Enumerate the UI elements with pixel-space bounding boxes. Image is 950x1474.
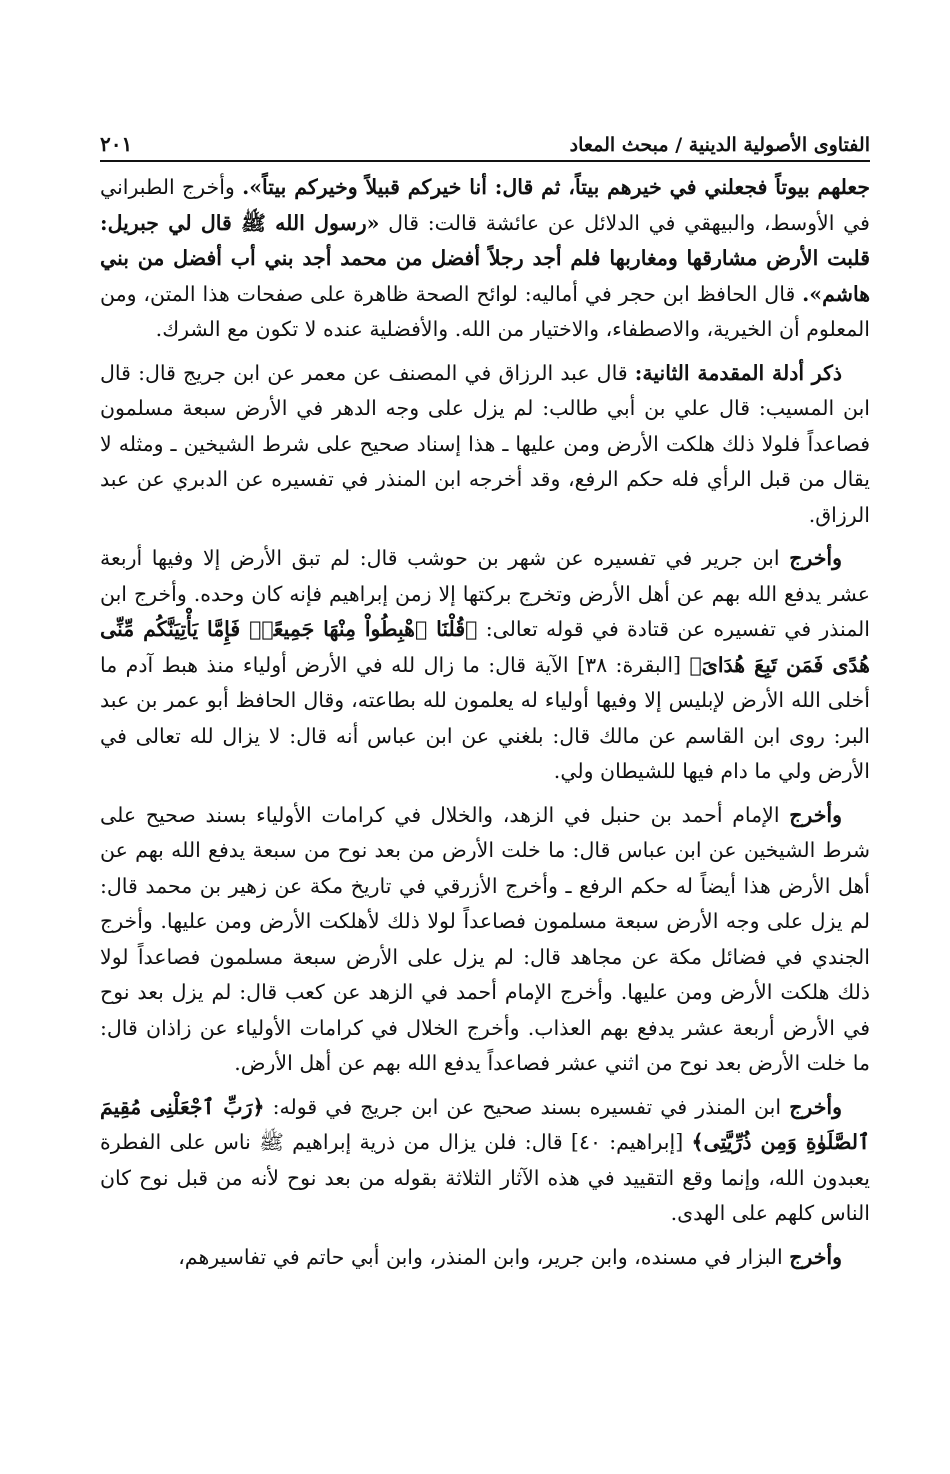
text-run: الإمام أحمد بن حنبل في الزهد، والخلال في كرامات الأولياء بسند صحيح على شرط الشيخين عن ابن عباس قال: ما خلت الأرض من بعد نوح من سبعة يدفع الله بهم عن أهل الأرض هذا أيضاً له حكم الرفع ـ وأخرج الأزرقي في تاريخ مكة عن زهير بن محمد قال: لم يزل على وجه الأرض سبعة مسلمون فصاعداً لولا ذلك لأهلكت الأرض ومن عليها. وأخرج الجندي في فضائل مكة عن مجاهد قال: لم يزل على الأرض سبعة مسلمون فصاعداً لولا ذلك هلكت الأرض ومن عليها. وأخرج الإمام أحمد في الزهد عن كعب قال: لم يزل بعد نوح في الأرض أربعة عشر يدفع بهم العذاب. وأخرج الخلال في كرامات الأولياء عن زاذان قال: ما خلت الأرض بعد نوح من اثني عشر فصاعداً يدفع الله بهم عن أهل الأرض. [100, 802, 871, 1075]
text-run: ابن المنذر في تفسيره بسند صحيح عن ابن جريج في قوله: [264, 1094, 790, 1119]
paragraph [100, 1090, 870, 1232]
bold-text-run: وأخرج [789, 546, 842, 570]
text-run: وأخرج الطبراني في الأوسط، والبيهقي في الدلائل عن عائشة قالت: قال [100, 175, 870, 235]
bold-text-run: ذكر أدلة المقدمة الثانية: [634, 360, 843, 385]
text-run: [البقرة: ٣٨] الآية قال: ما زال لله في الأرض أولياء منذ هبط آدم ما أخلى الله الأرض لإبليس إلا وفيها أولياء له يعلمون لله بطاعته، وقال الحافظ أبو عمر بن عبد البر: روى ابن القاسم عن مالك قال: بلغني عن ابن عباس أنه قال: لا يزال لله تعالى في الأرض ولي ما دام فيها للشيطان ولي. [100, 652, 870, 783]
bold-text-run: جعلهم بيوتاً فجعلني في خيرهم بيتاً، ثم قال: أنا خيركم قبيلاً وخيركم بيتاً». [242, 175, 870, 199]
paragraph [100, 170, 870, 348]
paragraph [100, 1240, 870, 1276]
bold-text-run: ﴿رَبِّ ٱجْعَلْنِى مُقِيمَ ٱلصَّلَوٰةِ وَمِن ذُرِّيَّتِى﴾ [100, 1094, 870, 1154]
page-header [100, 116, 870, 156]
bold-text-run: وأخرج [789, 1244, 842, 1269]
text-run: ابن جرير في تفسيره عن شهر بن حوشب قال: لم تبق الأرض إلا وفيها أربعة عشر يدفع الله بهم عن أهل الأرض وتخرج بركتها إلا زمن إبراهيم فإنه كان وحده. وأخرج ابن المنذر في تفسيره عن قتادة في قوله تعالى: [100, 546, 870, 641]
text-run: قال الحافظ ابن حجر في أماليه: لوائح الصحة ظاهرة على صفحات هذا المتن، ومن المعلوم أن الخيرية، والاصطفاء، والاختيار من الله. والأفضلية عنده لا تكون مع الشرك. [100, 281, 870, 341]
text-run: البزار في مسنده، وابن جرير، وابن المنذر، وابن أبي حاتم في تفاسيرهم، [178, 1244, 790, 1269]
bold-text-run: «رسول الله ﷺ قال لي جبريل: قلبت الأرض مشارقها ومغاربها فلم أجد رجلاً أفضل من محمد أجد بني أب أفضل من بني هاشم». [100, 210, 870, 306]
text-run: [إبراهيم: ٤٠] قال: فلن يزال من ذرية إبراهيم ﷺ ناس على الفطرة يعبدون الله، وإنما وقع التقييد في هذه الآثار الثلاثة بقوله من بعد نوح لأنه من قبل نوح كان الناس كلهم على الهدى. [100, 1130, 870, 1225]
bold-text-run: ﴿قُلْنَا ٱهْبِطُواْ مِنْهَا جَمِيعًاۖ فَإِمَّا يَأْتِيَنَّكُم مِّنِّى هُدًى فَمَن تَبِعَ هُدَاىَ﴾ [100, 617, 870, 677]
text-run: قال عبد الرزاق في المصنف عن معمر عن ابن جريج قال: قال ابن المسيب: قال علي بن أبي طالب: لم يزل على وجه الدهر في الأرض سبعة مسلمون فصاعداً فلولا ذلك هلكت الأرض ومن عليها ـ هذا إسناد صحيح على شرط الشيخين ـ ومثله لا يقال من قبل الرأي فله حكم الرفع، وقد أخرجه ابن المنذر في تفسيره عن الدبري عن عبد الرزاق. [100, 360, 870, 527]
bold-text-run: وأخرج [789, 1094, 842, 1119]
paragraph [100, 798, 870, 1082]
running-title: الفتاوى الأصولية الدينية / مبحث المعاد [569, 134, 870, 156]
page-number: ٢٠١ [100, 132, 133, 156]
header-rule [100, 160, 870, 162]
paragraph [100, 356, 870, 534]
bold-text-run: وأخرج [789, 802, 842, 827]
body-text [100, 170, 870, 1283]
paragraph [100, 541, 870, 790]
